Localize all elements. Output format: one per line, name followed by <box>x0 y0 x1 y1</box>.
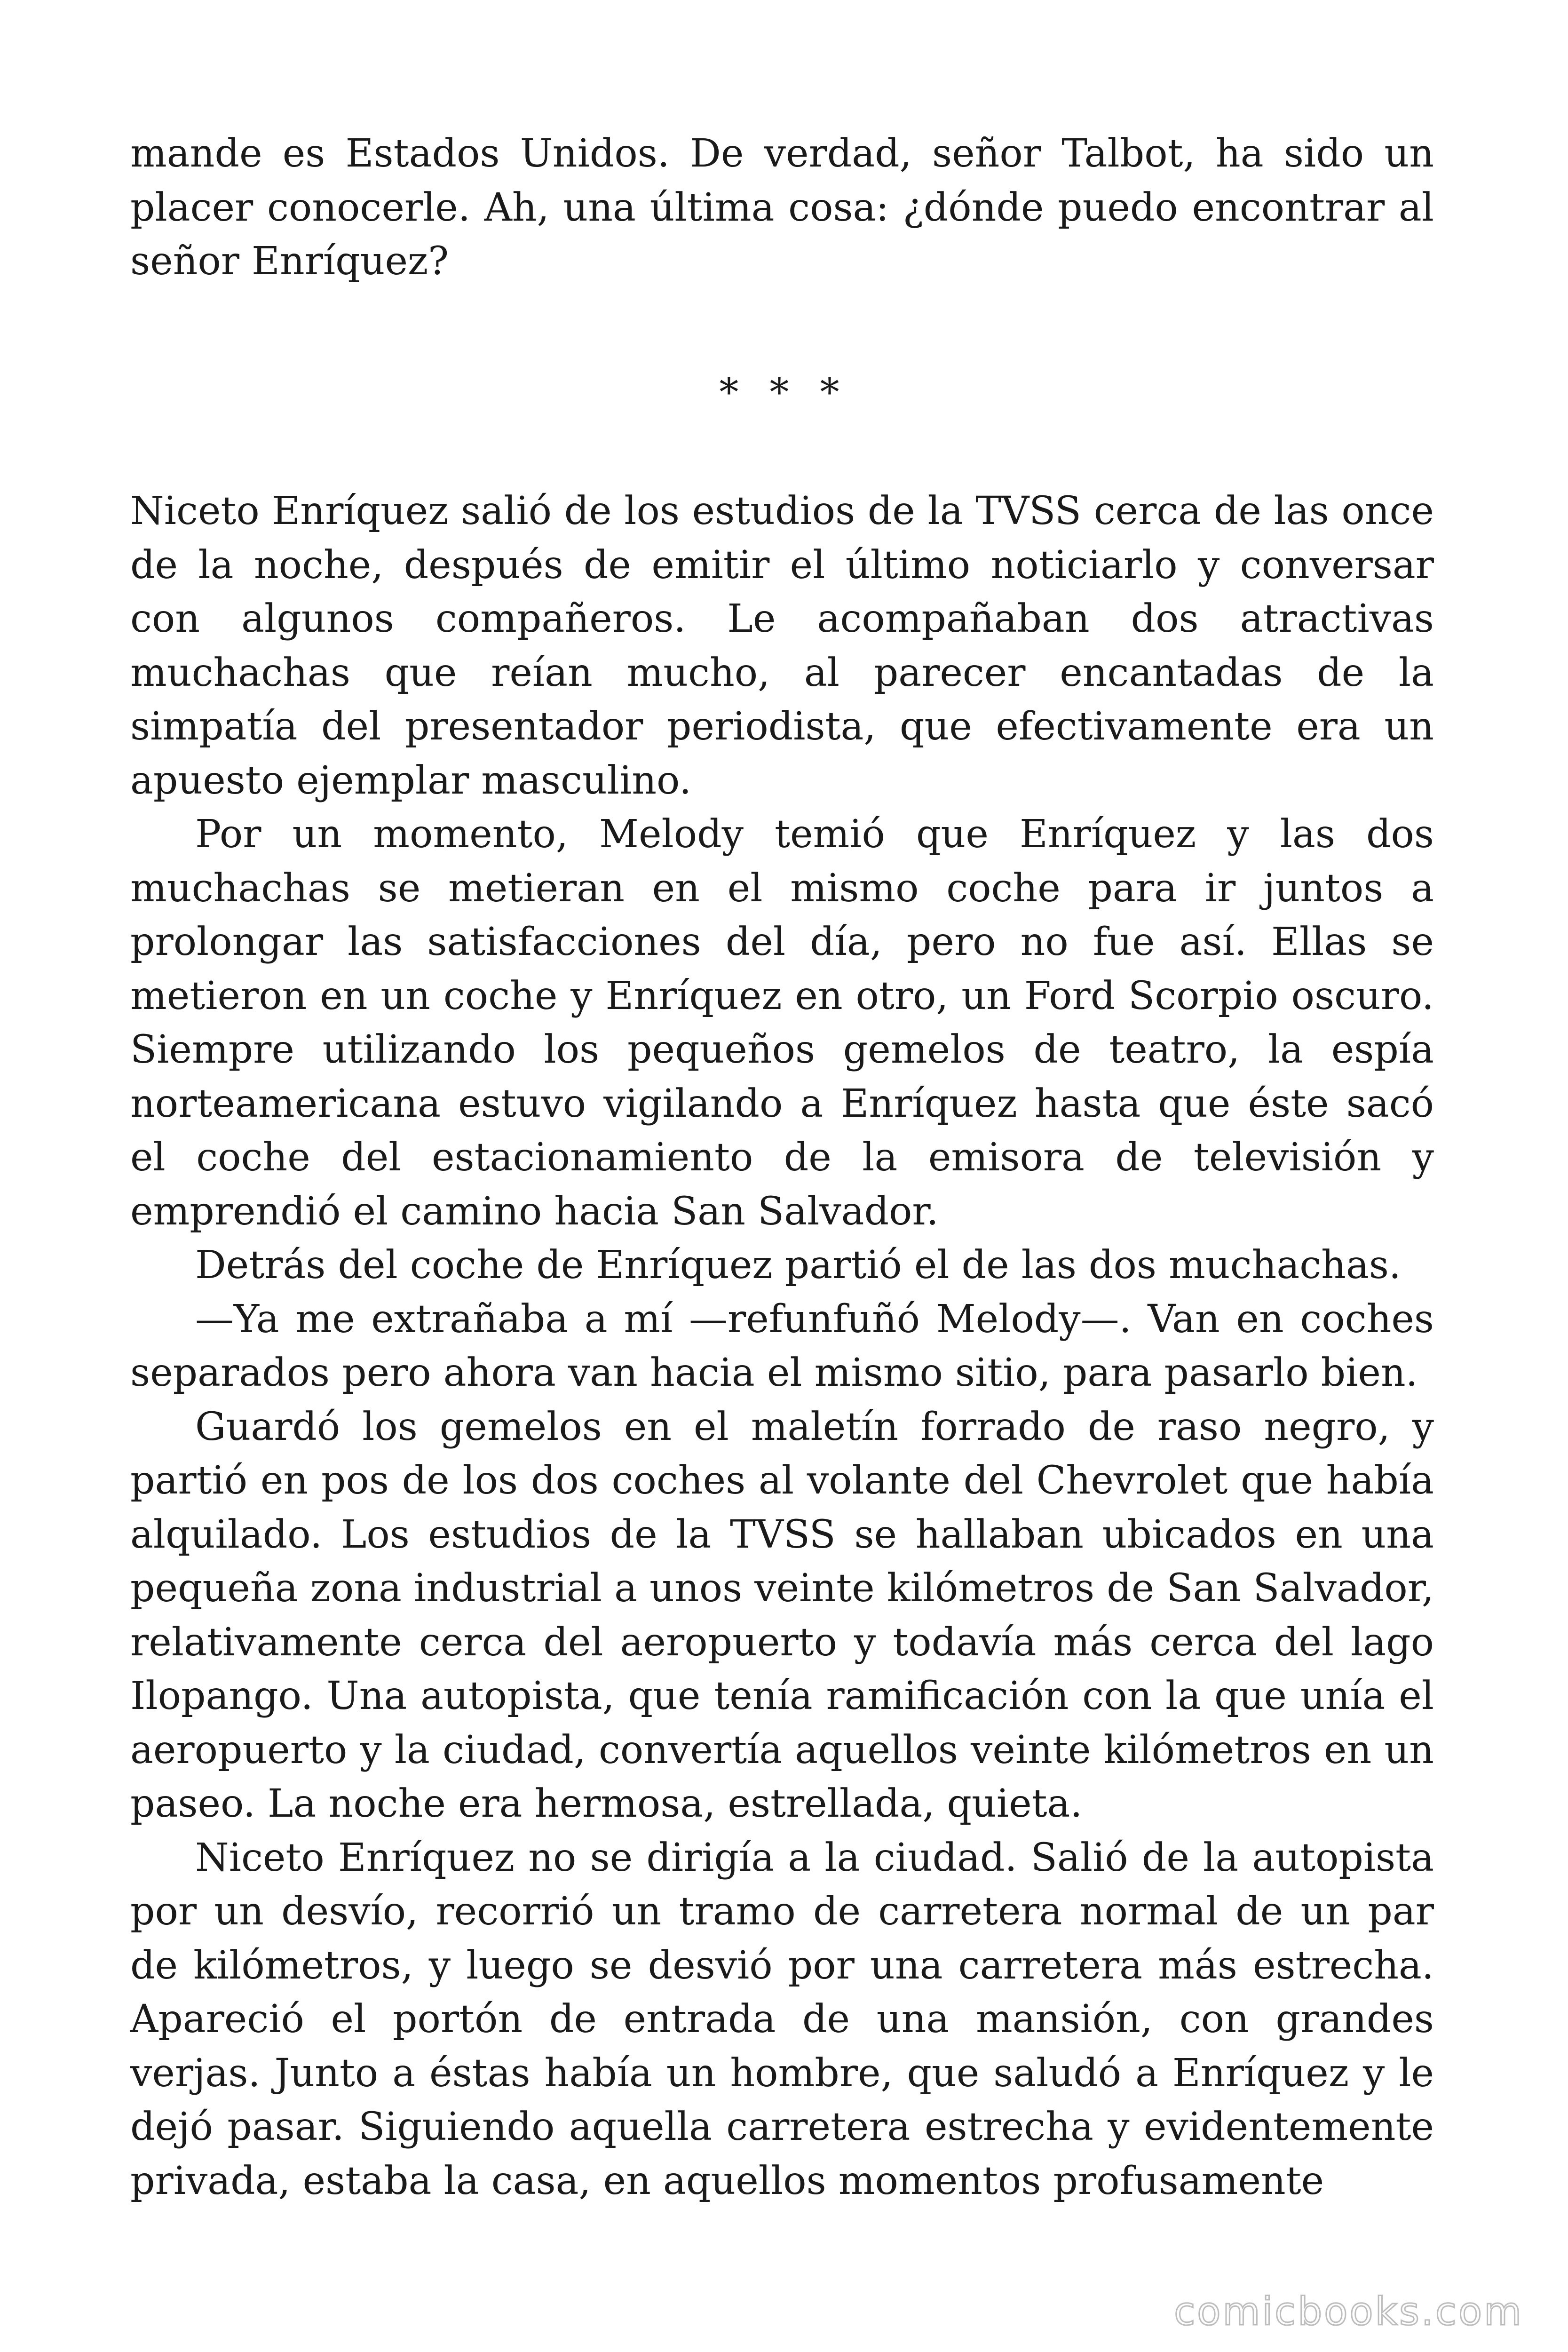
paragraph-4-dialogue: —Ya me extrañaba a mí —refunfuñó Melody—. Van en coches separados pero ahora van hacia el mismo sitio, para pasarlo bien. <box>130 1296 1434 1395</box>
paragraph-5: Guardó los gemelos en el maletín forrado de raso negro, y partió en pos de los dos coches al volante del Chevrolet que había alquilado. Los estudios de la TVSS se hallaban ubicados en una pequeña zona industrial a unos veinte kilómetros de San Salvador, relativamente cerca del aeropuerto y todavía más cerca del lago Ilopango. Una autopista, que tenía ramificación con la que unía el aeropuerto y la ciudad, convertía aquellos veinte kilómetros en un paseo. La noche era hermosa, estrellada, quieta. <box>130 1404 1434 1826</box>
opening-text-block <box>130 127 1434 289</box>
paragraph-1: Niceto Enríquez salió de los estudios de la TVSS cerca de las once de la noche, después de emitir el último noticiarlo y conversar con algunos compañeros. Le acompañaban dos atractivas muchachas que reían mucho, al parecer encantadas de la simpatía del presentador periodista, que efectivamente era un apuesto ejemplar masculino. <box>130 489 1434 803</box>
watermark-text: comicbooks.com <box>1174 2289 1523 2334</box>
paragraph-6: Niceto Enríquez no se dirigía a la ciudad. Salió de la autopista por un desvío, recorrió un tramo de carretera normal de un par de kilómetros, y luego se desvió por una carretera más estrecha. Apareció el portón de entrada de una mansión, con grandes verjas. Junto a éstas había un hombre, que saludó a Enríquez y le dejó pasar. Siguiendo aquella carretera estrecha y evidentemente privada, estaba la casa, en aquellos momentos profusamente <box>130 1835 1434 2203</box>
section-separator: * * * <box>719 370 849 415</box>
paragraph-2: Por un momento, Melody temió que Enríquez y las dos muchachas se metieran en el mismo coche para ir juntos a prolongar las satisfacciones del día, pero no fue así. Ellas se metieron en un coche y Enríquez en otro, un Ford Scorpio oscuro. Siempre utilizando los pequeños gemelos de teatro, la espía norteamericana estuvo vigilando a Enríquez hasta que éste sacó el coche del estacionamiento de la emisora de televisión y emprendió el camino hacia San Salvador. <box>130 812 1434 1234</box>
main-text-block <box>130 485 1434 2208</box>
paragraph-3: Detrás del coche de Enríquez partió el de las dos muchachas. <box>195 1243 1401 1287</box>
opening-paragraph: mande es Estados Unidos. De verdad, señor Talbot, ha sido un placer conocerle. Ah, una última cosa: ¿dónde puedo encontrar al señor Enríquez? <box>130 131 1434 284</box>
